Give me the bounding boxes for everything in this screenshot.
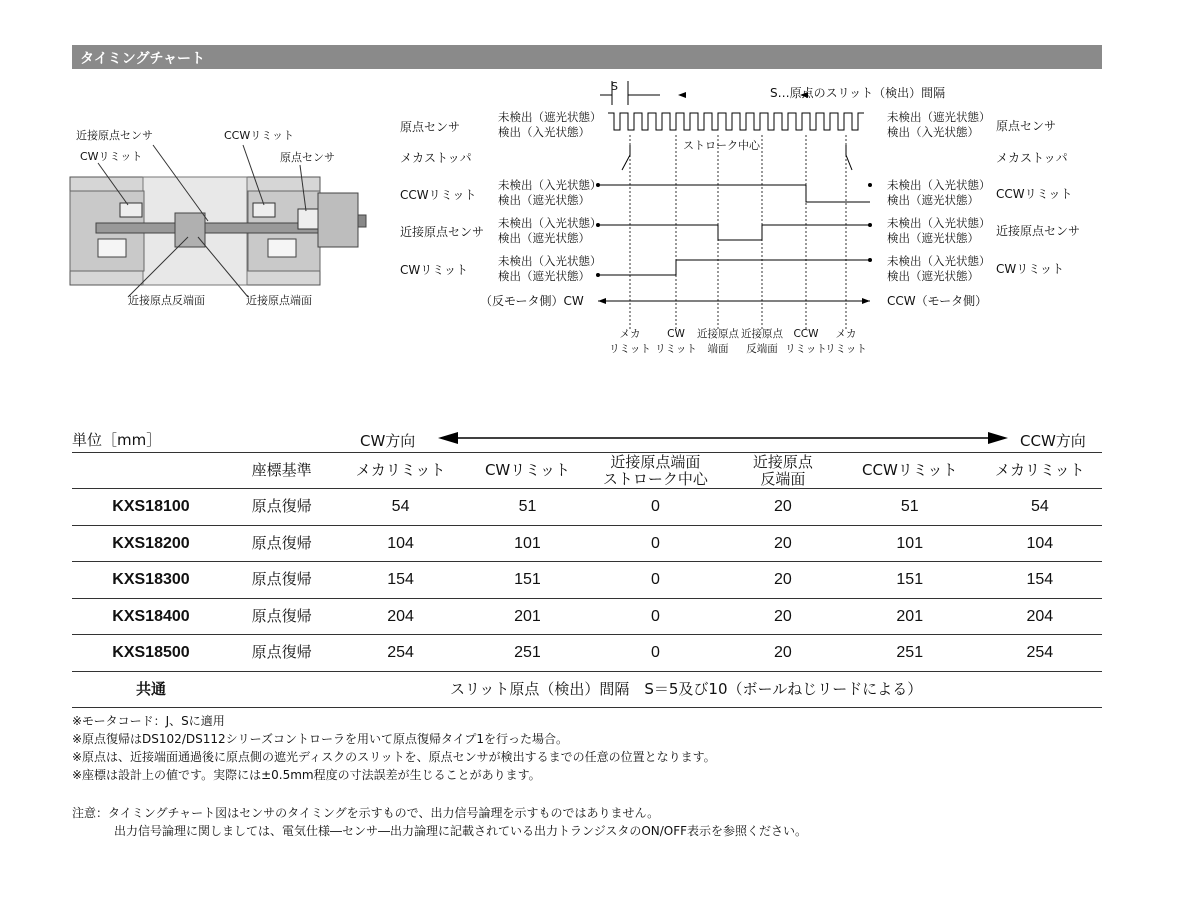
label-cw-limit: CWリミット: [80, 150, 143, 163]
caution-block: [72, 804, 807, 840]
state-near-right-bottom: 検出（遮光状態）: [887, 231, 979, 245]
label-near-origin-rev-face: 近接原点反端面: [128, 294, 205, 307]
direction-arrow: [438, 430, 1008, 446]
stroke-center-label: ストローク中心: [683, 139, 760, 152]
s-caption: S…原点のスリット（検出）間隔: [770, 86, 946, 100]
table-header-row: [72, 453, 1102, 489]
header-ccw-limit: CCWリミット: [862, 461, 958, 479]
state-near-bottom: 検出（遮光状態）: [498, 231, 590, 245]
signal-name-ccw: CCWリミット: [400, 188, 477, 202]
ccw-direction-label: CCW方向: [1020, 432, 1086, 450]
direction-right: CCW（モータ側）: [887, 294, 988, 308]
state-ccw-bottom: 検出（遮光状態）: [498, 193, 590, 207]
state-cw-top: 未検出（入光状態）: [498, 254, 602, 268]
state-origin-bottom: 検出（入光状態）: [498, 125, 590, 139]
header-cw-limit: CWリミット: [484, 461, 570, 479]
state-cw-bottom: 検出（遮光状態）: [498, 269, 590, 283]
signal-right-cw: CWリミット: [996, 262, 1065, 276]
header-mech-limit-right: メカリミット: [994, 461, 1085, 479]
state-cw-right-bottom: 検出（遮光状態）: [887, 269, 979, 283]
common-label: 共通: [135, 679, 166, 698]
state-ccw-right-bottom: 検出（遮光状態）: [887, 193, 979, 207]
direction-left: （反モータ側）CW: [480, 294, 584, 308]
pos-label-ccw: CCW リミット: [785, 328, 827, 355]
note-line: ※原点復帰はDS102/DS112シリーズコントローラを用いて原点復帰タイプ1を行った場合。: [72, 732, 569, 746]
s-label: S: [611, 80, 618, 93]
label-near-origin-sensor: 近接原点センサ: [76, 129, 153, 142]
caution-line: 注意：タイミングチャート図はセンサのタイミングを示すもので、出力信号論理を示すものではありません。: [72, 806, 660, 820]
header-coord-ref: 座標基準: [251, 461, 312, 479]
header-near-origin-rev: 近接原点 反端面: [752, 452, 813, 488]
table-row: KXS18400 原点復帰 204 201 0 20 201 204: [72, 598, 1102, 635]
table-row: KXS18100 原点復帰 54 51 0 20 51 54: [72, 489, 1102, 526]
signal-name-cw: CWリミット: [400, 263, 469, 277]
coordinate-table: [72, 452, 1102, 708]
pos-label-near-rev-face: 近接原点 反端面: [741, 328, 783, 355]
table-row: KXS18300 原点復帰 154 151 0 20 151 154: [72, 562, 1102, 599]
state-cw-right-top: 未検出（入光状態）: [887, 254, 991, 268]
pos-label-mech-right: メカ リミット: [825, 328, 867, 355]
section-header-bar: [72, 45, 1102, 69]
signal-name-origin: 原点センサ: [400, 120, 461, 134]
caution-line: 出力信号論理に関しましては、電気仕様―センサ―出力論理に記載されている出力トランジスタのON/OFF表示を参照ください。: [114, 824, 808, 838]
signal-right-origin: 原点センサ: [996, 119, 1057, 133]
cw-direction-label: CW方向: [360, 432, 416, 450]
header-mech-limit-left: メカリミット: [355, 461, 446, 479]
note-line: ※モータコード：J、Sに適用: [72, 714, 225, 728]
pos-label-mech-left: メカ リミット: [609, 328, 651, 355]
table-row: KXS18500 原点復帰 254 251 0 20 251 254: [72, 635, 1102, 672]
signal-right-near-origin: 近接原点センサ: [996, 224, 1081, 238]
common-text: スリット原点（検出）間隔 S＝5及び10（ボールねじリードによる）: [449, 679, 923, 698]
note-line: ※座標は設計上の値です。実際には±0.5mm程度の寸法誤差が生じることがあります。: [72, 768, 541, 782]
section-title: タイミングチャート: [80, 51, 206, 67]
unit-label: 単位［mm］: [72, 431, 162, 449]
signal-right-ccw: CCWリミット: [996, 187, 1073, 201]
state-near-right-top: 未検出（入光状態）: [887, 216, 991, 230]
label-ccw-limit: CCWリミット: [224, 129, 295, 142]
pos-label-near-face: 近接原点 端面: [697, 328, 739, 355]
signal-right-stopper: メカストッパ: [996, 151, 1068, 165]
state-origin-right-bottom: 検出（入光状態）: [887, 125, 979, 139]
note-line: ※原点は、近接端面通過後に原点側の遮光ディスクのスリットを、原点センサが検出するまでの任意の位置となります。: [72, 750, 716, 764]
table-row: KXS18200 原点復帰 104 101 0 20 101 104: [72, 525, 1102, 562]
table-common-row: [72, 671, 1102, 708]
notes-block: [72, 712, 716, 784]
pos-label-cw: CW リミット: [655, 328, 697, 355]
label-origin-sensor: 原点センサ: [280, 151, 335, 164]
header-blank: [72, 453, 230, 489]
state-origin-right-top: 未検出（遮光状態）: [887, 110, 991, 124]
state-ccw-top: 未検出（入光状態）: [498, 178, 602, 192]
state-ccw-right-top: 未検出（入光状態）: [887, 178, 991, 192]
header-near-origin-face: 近接原点端面 ストローク中心: [602, 452, 708, 488]
label-near-origin-face: 近接原点端面: [246, 294, 312, 307]
timing-chart: [590, 75, 880, 335]
signal-name-near-origin: 近接原点センサ: [400, 225, 485, 239]
state-origin-top: 未検出（遮光状態）: [498, 110, 602, 124]
signal-name-stopper: メカストッパ: [400, 151, 472, 165]
state-near-top: 未検出（入光状態）: [498, 216, 602, 230]
